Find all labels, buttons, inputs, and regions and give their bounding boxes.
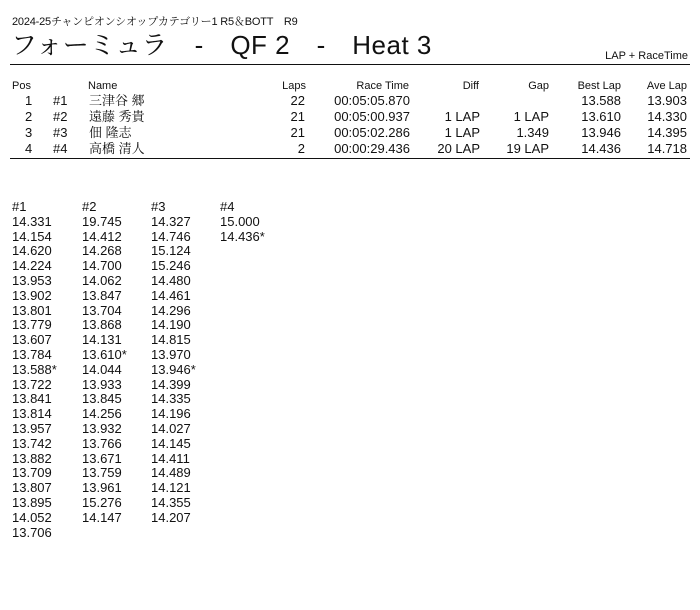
lap-time: 14.121 [151, 480, 191, 496]
lap-time: 14.062 [82, 272, 122, 288]
lap-time: 14.412 [82, 228, 122, 244]
lap-time: 14.815 [151, 332, 191, 348]
lap-time: 13.671 [82, 450, 122, 466]
best-lap-cell: 13.588 [581, 93, 621, 108]
table-row [0, 109, 700, 124]
lap-time: 14.044 [82, 361, 122, 377]
col-header-pos: Pos [12, 80, 31, 92]
lap-time: 14.489 [151, 465, 191, 481]
lap-time: 13.801 [12, 302, 52, 318]
pos-cell: 4 [25, 141, 33, 156]
lap-time: 13.970 [151, 346, 191, 362]
lap-time: 14.027 [151, 420, 191, 436]
gap-cell: 1.349 [516, 125, 549, 140]
laps-cell: 2 [297, 141, 305, 156]
ave-lap-cell: 14.395 [647, 125, 687, 140]
diff-cell: 1 LAP [444, 109, 480, 124]
lap-time: 13.814 [12, 406, 52, 422]
lap-time: 15.276 [82, 494, 122, 510]
lap-time: 14.700 [82, 258, 122, 274]
table-row [0, 125, 700, 140]
lap-time: 13.779 [12, 317, 52, 333]
col-header-gap: Gap [528, 80, 549, 92]
lap-column-label: #2 [82, 199, 97, 214]
ave-lap-cell: 14.718 [647, 141, 687, 156]
pos-cell: 1 [25, 93, 33, 108]
lap-time: 13.610* [82, 346, 127, 362]
lap-time: 14.207 [151, 509, 191, 525]
best-lap-cell: 14.436 [581, 141, 621, 156]
lap-time: 14.147 [82, 509, 122, 525]
lap-time: 13.932 [82, 420, 122, 436]
lap-time: 14.620 [12, 243, 52, 259]
table-row [0, 141, 700, 156]
ave-lap-cell: 13.903 [647, 93, 687, 108]
name-cell: 三津谷 郷 [89, 93, 145, 108]
col-header-best-lap: Best Lap [577, 80, 621, 92]
lap-time: 13.868 [82, 317, 122, 333]
lap-time: 14.224 [12, 258, 52, 274]
lap-time: 13.722 [12, 376, 52, 392]
col-header-ave-lap: Ave Lap [646, 80, 687, 92]
number-cell: #1 [53, 93, 68, 108]
gap-cell: 1 LAP [513, 109, 549, 124]
number-cell: #3 [53, 125, 68, 140]
lap-time: 14.335 [151, 391, 191, 407]
lap-column-label: #1 [12, 199, 27, 214]
lap-time: 15.246 [151, 258, 191, 274]
name-cell: 遠藤 秀貴 [89, 109, 145, 124]
page-title: フォーミュラ - QF 2 - Heat 3 [11, 30, 432, 60]
lap-time: 14.154 [12, 228, 52, 244]
lap-column-1 [12, 200, 57, 540]
lap-time: 13.845 [82, 391, 122, 407]
lap-time: 13.933 [82, 376, 122, 392]
lap-time: 13.847 [82, 287, 122, 303]
lap-time: 13.957 [12, 420, 52, 436]
lap-column-4 [220, 200, 265, 244]
lap-time: 13.759 [82, 465, 122, 481]
lap-time: 13.961 [82, 480, 122, 496]
lap-time: 13.807 [12, 480, 52, 496]
lap-time: 14.327 [151, 213, 191, 229]
lap-time: 13.784 [12, 346, 52, 362]
lap-column-2 [82, 200, 127, 526]
lap-time: 13.902 [12, 287, 52, 303]
lap-time: 15.000 [220, 213, 260, 229]
race-time-cell: 00:05:02.286 [334, 125, 410, 140]
lap-time: 13.946* [151, 361, 196, 377]
number-cell: #4 [53, 141, 68, 156]
lap-time: 13.882 [12, 450, 52, 466]
lap-time: 14.746 [151, 228, 191, 244]
lap-time: 15.124 [151, 243, 191, 259]
table-bottom-divider [10, 158, 690, 159]
lap-time: 14.131 [82, 332, 122, 348]
table-row [0, 93, 700, 108]
race-time-cell: 00:05:00.937 [334, 109, 410, 124]
lap-time: 13.607 [12, 332, 52, 348]
lap-time: 13.841 [12, 391, 52, 407]
best-lap-cell: 13.610 [581, 109, 621, 124]
lap-time: 13.953 [12, 272, 52, 288]
lap-time: 14.296 [151, 302, 191, 318]
lap-time: 14.052 [12, 509, 52, 525]
report-mode-label: LAP + RaceTime [605, 50, 688, 62]
lap-time: 19.745 [82, 213, 122, 229]
diff-cell: 20 LAP [437, 141, 480, 156]
lap-time: 14.268 [82, 243, 122, 259]
lap-time: 14.331 [12, 213, 52, 229]
pos-cell: 3 [25, 125, 33, 140]
header-divider [10, 64, 690, 65]
lap-time: 13.766 [82, 435, 122, 451]
lap-time: 14.436* [220, 228, 265, 244]
diff-cell: 1 LAP [444, 125, 480, 140]
race-time-cell: 00:00:29.436 [334, 141, 410, 156]
lap-time: 14.480 [151, 272, 191, 288]
laps-cell: 21 [290, 109, 305, 124]
lap-time: 14.196 [151, 406, 191, 422]
number-cell: #2 [53, 109, 68, 124]
lap-time: 13.588* [12, 361, 57, 377]
laps-cell: 22 [290, 93, 305, 108]
col-header-race-time: Race Time [356, 80, 409, 92]
name-cell: 佃 隆志 [89, 125, 132, 140]
laps-cell: 21 [290, 125, 305, 140]
lap-time: 14.399 [151, 376, 191, 392]
lap-time: 13.706 [12, 524, 52, 540]
col-header-laps: Laps [282, 80, 306, 92]
col-header-diff: Diff [462, 80, 479, 92]
best-lap-cell: 13.946 [581, 125, 621, 140]
gap-cell: 19 LAP [506, 141, 549, 156]
lap-time: 13.895 [12, 494, 52, 510]
lap-time: 14.411 [151, 450, 190, 466]
name-cell: 高橋 清人 [89, 141, 145, 156]
pos-cell: 2 [25, 109, 33, 124]
lap-time: 13.704 [82, 302, 122, 318]
lap-time: 14.145 [151, 435, 191, 451]
lap-time: 13.742 [12, 435, 52, 451]
lap-time: 14.355 [151, 494, 191, 510]
lap-time: 13.709 [12, 465, 52, 481]
lap-column-3 [151, 200, 196, 526]
lap-time: 14.461 [151, 287, 191, 303]
lap-time: 14.190 [151, 317, 191, 333]
lap-time: 14.256 [82, 406, 122, 422]
lap-column-label: #4 [220, 199, 235, 214]
ave-lap-cell: 14.330 [647, 109, 687, 124]
lap-column-label: #3 [151, 199, 166, 214]
race-time-cell: 00:05:05.870 [334, 93, 410, 108]
col-header-name: Name [88, 80, 118, 92]
event-subtitle: 2024-25チャンピオンシオップカテゴリー1 R5＆BOTT R9 [12, 16, 298, 28]
